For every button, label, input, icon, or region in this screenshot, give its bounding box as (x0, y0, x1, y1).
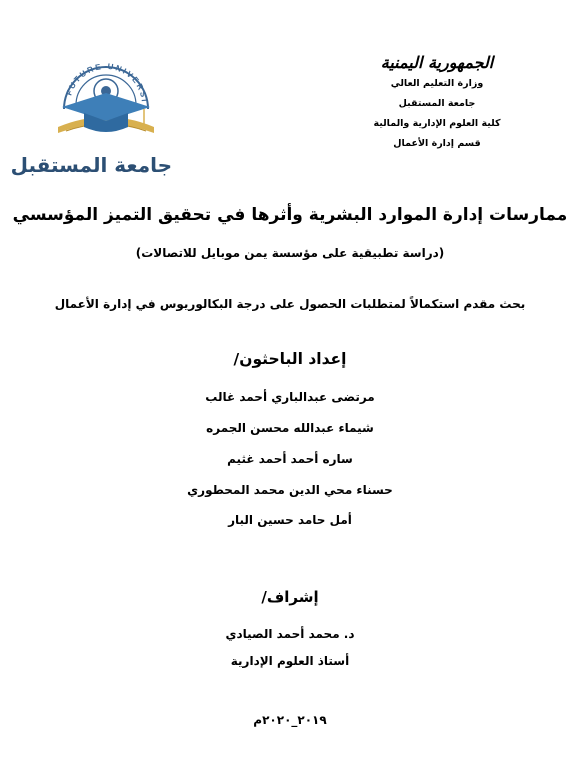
researcher-name: مرتضى عبدالباري أحمد غالب (205, 390, 375, 404)
supervision-heading: إشراف/ (261, 588, 319, 606)
research-title: ممارسات إدارة الموارد البشرية وأثرها في تحقيق التميز المؤسسي (12, 205, 568, 225)
logo-ring-text: FUTURE UNIVERSI (64, 61, 150, 104)
prepared-by-heading: إعداد الباحثون/ (233, 350, 347, 368)
researcher-name: حسناء محي الدين محمد المحطوري (187, 483, 393, 497)
supervisor-name: د. محمد أحمد الصيادي (225, 627, 355, 641)
researcher-name: أمل حامد حسين البار (228, 513, 352, 527)
logo-emblem-icon (40, 43, 172, 153)
faculty-name: كلية العلوم الإدارية والمالية (373, 118, 501, 129)
university-logo (10, 43, 172, 177)
ministry-name: وزارة التعليم العالي (390, 78, 484, 89)
republic-name: الجمهورية اليمنية (380, 53, 494, 72)
institution-header (362, 52, 512, 154)
research-purpose: بحث مقدم استكمالاً لمتطلبات الحصول على درجة البكالوريوس في إدارة الأعمال (54, 297, 526, 311)
researcher-name: شيماء عبدالله محسن الجمره (206, 421, 374, 435)
supervisor-title: أستاذ العلوم الإدارية (230, 654, 350, 668)
researcher-name: ساره أحمد أحمد غثيم (227, 452, 353, 466)
research-subtitle: (دراسة تطبيقية على مؤسسة يمن موبايل للاتصالات) (135, 246, 445, 260)
university-name: جامعة المستقبل (398, 98, 476, 109)
department-name: قسم إدارة الأعمال (393, 138, 481, 149)
logo-wordmark: جامعة المستقبل (10, 153, 172, 177)
academic-year: ٢٠١٩_٢٠٢٠م (253, 713, 327, 727)
